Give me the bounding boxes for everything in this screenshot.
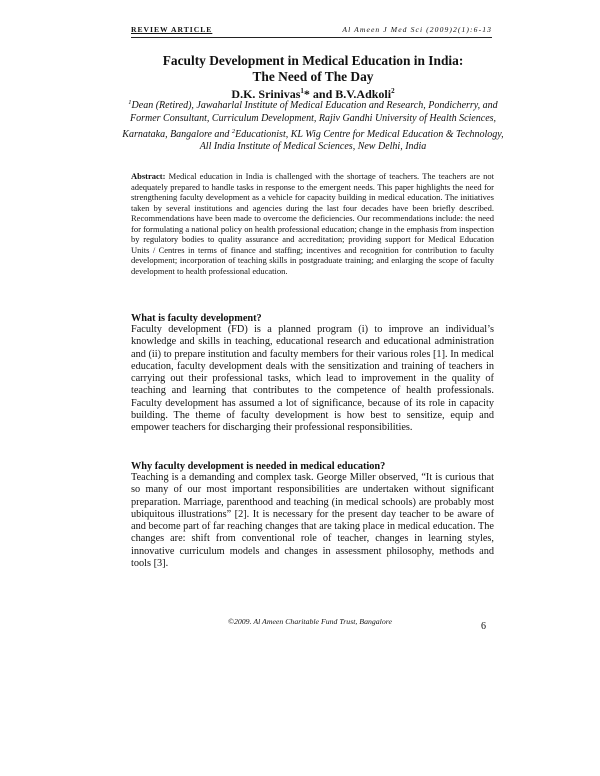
title-line-2: The Need of The Day	[252, 69, 374, 84]
affil-2-text: Educationist, KL Wig Centre for Medical Education & Technology, All India Institute of Medical Sciences, New Delhi, India	[199, 128, 504, 153]
corresponding-star: *	[303, 87, 310, 101]
author-1-mark: 1	[300, 87, 304, 95]
journal-section-label: REVIEW ARTICLE	[131, 25, 213, 34]
affil-2-mark: 2	[231, 127, 236, 135]
section-body-2: Teaching is a demanding and complex task. George Miller observed, “It is curious that so many of our most important responsibilities are undertaken without significant preparation. Marriage, parenthood and teaching (in medical schools) are probably most ubiquitous illustrations” [2]. It is necessary for the present day teacher to be aware of and become part of far reaching changes that are taking place in medical education. The changes are: shift from conventional role of teacher, changes in learning styles, innovative curriculum models and changes in assessment philosophy, methods and tools [3].	[131, 472, 494, 570]
author-2: B.V.Adkoli	[335, 87, 392, 101]
running-header	[131, 25, 492, 38]
section-body-1: Faculty development (FD) is a planned program (i) to improve an individual’s knowledge and skills in teaching, educational research and educational administration and (ii) to prepare institution and faculty members for their various roles [1]. In medical education, faculty development deals with the sensitization and training of teachers in carrying out their professional tasks, which lead to improvement in the quality of teaching and learning that contributes to the competence of health professionals. Faculty development has assumed a lot of significance, because of its role in capacity building. The theme of faculty development is how best to sensitize, equip and empower teachers for discharging their professional responsibilities.	[131, 324, 494, 434]
affil-1-text: Dean (Retired), Jawaharlal Institute of Medical Education and Research, Pondicherry, and Former Consultant, Curriculum Development, Rajiv Gandhi University of Health Sciences, Karnataka, Bangalore and	[122, 100, 498, 140]
page-number: 6	[481, 621, 486, 632]
section-heading-1: What is faculty development?	[131, 313, 262, 324]
abstract-label: Abstract:	[131, 171, 166, 181]
journal-citation: Al Ameen J Med Sci (2009)2(1):6-13	[342, 25, 492, 34]
article-title	[120, 53, 506, 85]
author-connector: and	[312, 87, 333, 101]
affil-1-mark: 1	[128, 99, 132, 106]
abstract-text: Medical education in India is challenged with the shortage of teachers. The teachers are not adequately prepared to handle tasks in response to the emergent needs. This paper highlights the need for strengthening faculty development as a vehicle for capacity building in medical education. The initiatives taken by several institutions and agencies during the last four decades have been briefly described. Recommendations have been made to overcome the deficiencies. Our recommendations include: the need for formulating a national policy on health professional education; change in the emphasis from inspection by regulatory bodies to quality assurance and accreditation; providing support for Medical Education Units / Centres in terms of finance and staffing; incentives and recognition for contribution to faculty development; incorporation of teaching skills in postgraduate training; and enlarging the scope of faculty development to health professional education.	[131, 171, 495, 276]
abstract	[131, 171, 494, 276]
title-line-1: Faculty Development in Medical Education in India:	[162, 53, 464, 68]
section-heading-2: Why faculty development is needed in medical education?	[131, 461, 386, 472]
author-2-mark: 2	[391, 87, 395, 95]
copyright-footer: ©2009. Al Ameen Charitable Fund Trust, Bangalore	[228, 617, 392, 626]
author-1: D.K. Srinivas	[231, 87, 301, 101]
affiliations	[120, 97, 506, 154]
